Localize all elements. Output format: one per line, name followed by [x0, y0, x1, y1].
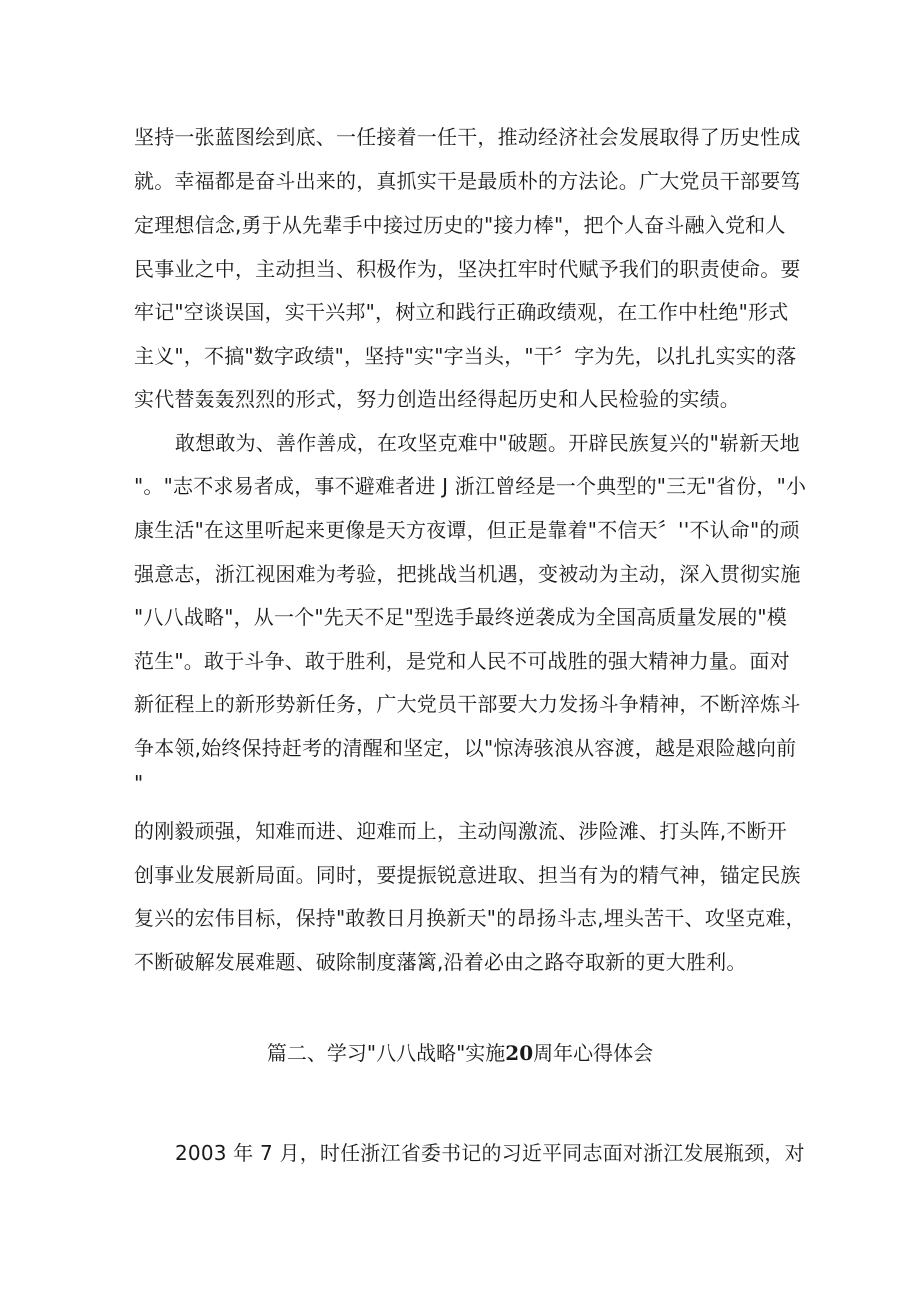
paragraph-line: 民事业之中，主动担当、积极作为，坚决扛牢时代赋予我们的职责使命。要 — [134, 257, 801, 281]
heading-number: 20 — [505, 1041, 534, 1065]
paragraph-line: 复兴的宏伟目标，保持"敢教日月换新天"的昂扬斗志,埋头苦干、攻坚克难， — [134, 906, 806, 930]
paragraph-line: 2003 年 7 月，时任浙江省委书记的习近平同志面对浙江发展瓶颈，对 — [175, 1141, 805, 1165]
paragraph-line: 主义"，不搞"数字政绩"，坚持"实"字当头，"干〞字为先，以扎扎实实的落 — [134, 344, 797, 368]
paragraph-line: 范生"。敢于斗争、敢于胜利，是党和人民不可战胜的强大精神力量。面对 — [134, 649, 790, 673]
paragraph-line: 新征程上的新形势新任务，广大党员干部要大力发扬斗争精神，不断淬炼斗 — [134, 692, 801, 716]
heading-suffix: 周年心得体会 — [533, 1041, 654, 1065]
paragraph-line: 康生活"在这里听起来更像是天方夜谭，但正是靠着"不信天〞''不认命"的顽 — [134, 518, 800, 542]
paragraph-line: "八八战略"，从一个"先天不足"型选手最终逆袭成为全国高质量发展的"模 — [134, 605, 787, 629]
section-heading — [0, 1038, 920, 1068]
heading-prefix: 篇二、学习"八八战略"实施 — [266, 1041, 506, 1065]
paragraph-line: 强意志，浙江视困难为考验，把挑战当机遇，变被动为主动，深入贯彻实施 — [134, 562, 801, 586]
paragraph-line: 创事业发展新局面。同时，要提振锐意进取、担当有为的精气神，锚定民族 — [134, 863, 801, 887]
paragraph-line: "。"志不求易者成，事不避难者进 J 浙江曾经是一个典型的"三无"省份，"小 — [134, 474, 807, 498]
paragraph-line: 就。幸福都是奋斗出来的，真抓实干是最质朴的方法论。广大党员干部要笃 — [134, 169, 801, 193]
paragraph-line: 牢记"空谈误国，实干兴邦"，树立和践行正确政绩观，在工作中杜绝"形式 — [134, 300, 789, 324]
paragraph-line: 的刚毅顽强，知难而进、迎难而上，主动闯激流、涉险滩、打头阵,不断开 — [134, 819, 787, 843]
paragraph-line: 实代替轰轰烈烈的形式，努力创造出经得起历史和人民检验的实绩。 — [134, 387, 740, 411]
paragraph-line: 争本领,始终保持赶考的清醒和坚定，以"惊涛骇浪从容渡，越是艰险越向前 — [134, 736, 797, 760]
paragraph-line: " — [134, 771, 144, 795]
paragraph-line: 定理想信念,勇于从先辈手中接过历史的"接力棒"，把个人奋斗融入党和人 — [134, 213, 786, 237]
paragraph-line: 不断破解发展难题、破除制度藩篱,沿着必由之路夺取新的更大胜利。 — [134, 950, 747, 974]
paragraph-line: 敢想敢为、善作善成，在攻坚克难中"破题。开辟民族复兴的"崭新天地 — [175, 431, 800, 455]
paragraph-line: 坚持一张蓝图绘到底、一任接着一任干，推动经济社会发展取得了历史性成 — [134, 125, 801, 149]
